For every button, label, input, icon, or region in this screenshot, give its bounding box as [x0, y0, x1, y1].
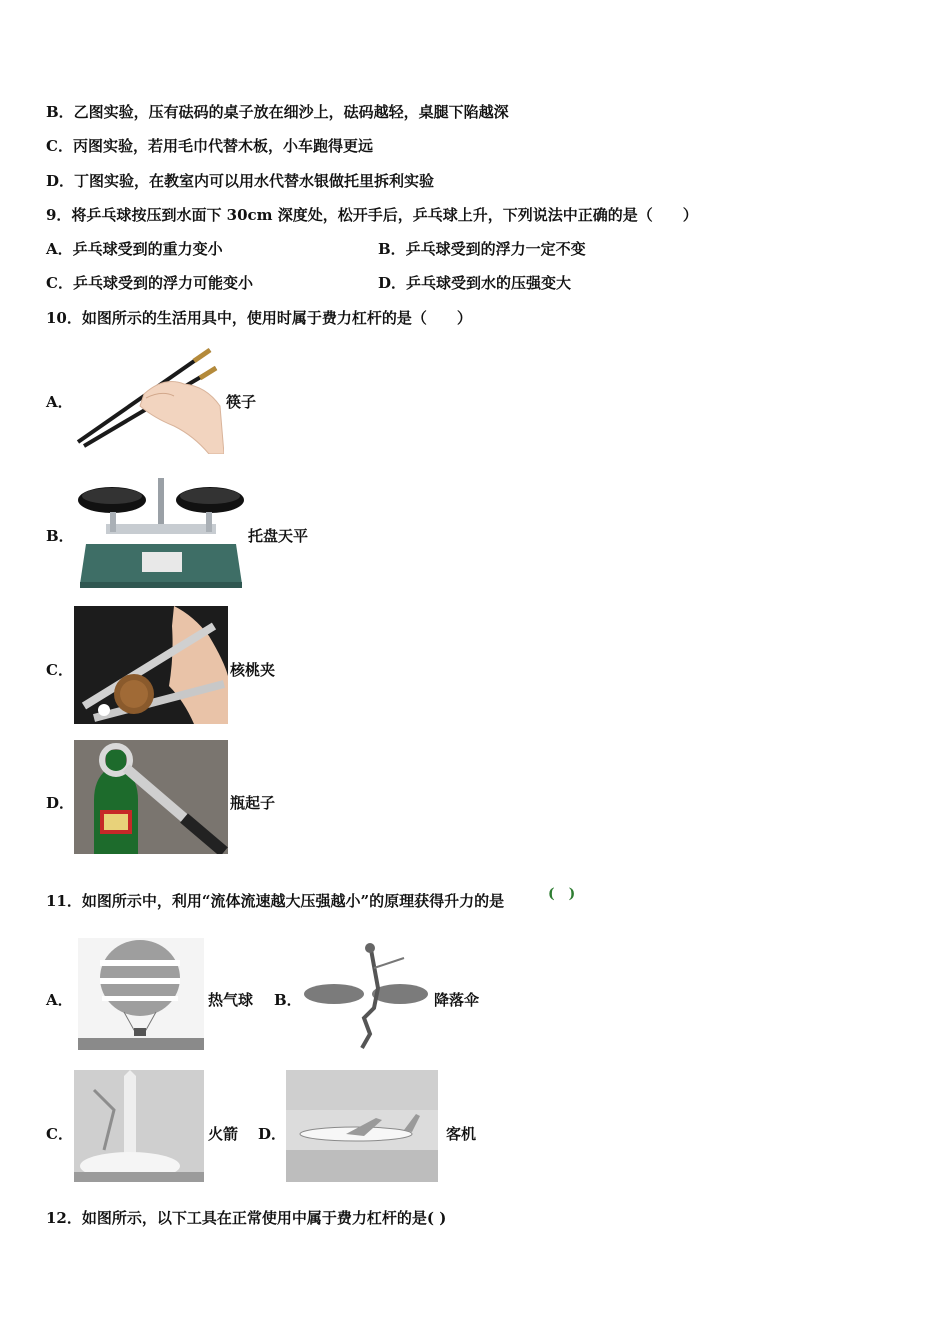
q8-option-d: D．丁图实验，在教室内可以用水代替水银做托里拆利实验: [46, 172, 435, 190]
q9-option-b: B．乒乓球受到的浮力一定不变: [378, 240, 586, 258]
q10-stem: 10．如图所示的生活用具中，使用时属于费力杠杆的是（ ）: [46, 309, 472, 327]
q10-a-letter: A．: [46, 393, 73, 411]
airliner-image: [286, 1070, 438, 1182]
parachute-image: [300, 938, 430, 1054]
q11-a-letter: A．: [46, 991, 73, 1009]
q10-b-text: 托盘天平: [248, 527, 309, 545]
balance-scale-image: [76, 474, 246, 590]
q11-d-text: 客机: [446, 1125, 477, 1143]
q9-stem: 9．将乒乓球按压到水面下 30cm 深度处，松开手后，乒乓球上升，下列说法中正确的是（ ）: [46, 206, 698, 224]
q9-option-a: A．乒乓球受到的重力变小: [46, 240, 223, 258]
q10-a-text: 筷子: [226, 393, 257, 411]
q11-b-letter: B．: [274, 991, 302, 1009]
chopsticks-image: [74, 346, 224, 454]
q8-option-b: B．乙图实验，压有砝码的桌子放在细沙上，砝码越轻，桌腿下陷越深: [46, 103, 509, 121]
q10-d-text: 瓶起子: [230, 794, 276, 812]
q12-stem: 12．如图所示，以下工具在正常使用中属于费力杠杆的是( ): [46, 1209, 447, 1227]
q11-c-letter: C．: [46, 1125, 73, 1143]
q11-c-text: 火箭: [208, 1125, 239, 1143]
q9-option-d: D．乒乓球受到水的压强变大: [378, 274, 572, 292]
q11-b-text: 降落伞: [434, 991, 480, 1009]
q10-c-letter: C．: [46, 661, 73, 679]
q10-d-letter: D．: [46, 794, 75, 812]
q9-option-c: C．乒乓球受到的浮力可能变小: [46, 274, 253, 292]
q10-b-letter: B．: [46, 527, 74, 545]
rocket-image: [74, 1070, 204, 1182]
q11-answer-paren: ( ): [548, 886, 576, 902]
q10-c-text: 核桃夹: [230, 661, 276, 679]
q8-option-c: C．丙图实验，若用毛巾代替木板，小车跑得更远: [46, 137, 373, 155]
q11-d-letter: D．: [258, 1125, 287, 1143]
hot-air-balloon-image: [78, 938, 204, 1050]
q11-stem: 11．如图所示中，利用“流体流速越大压强越小”的原理获得升力的是: [46, 892, 505, 910]
q11-a-text: 热气球: [208, 991, 254, 1009]
nutcracker-image: [74, 606, 228, 724]
bottle-opener-image: [74, 740, 228, 854]
